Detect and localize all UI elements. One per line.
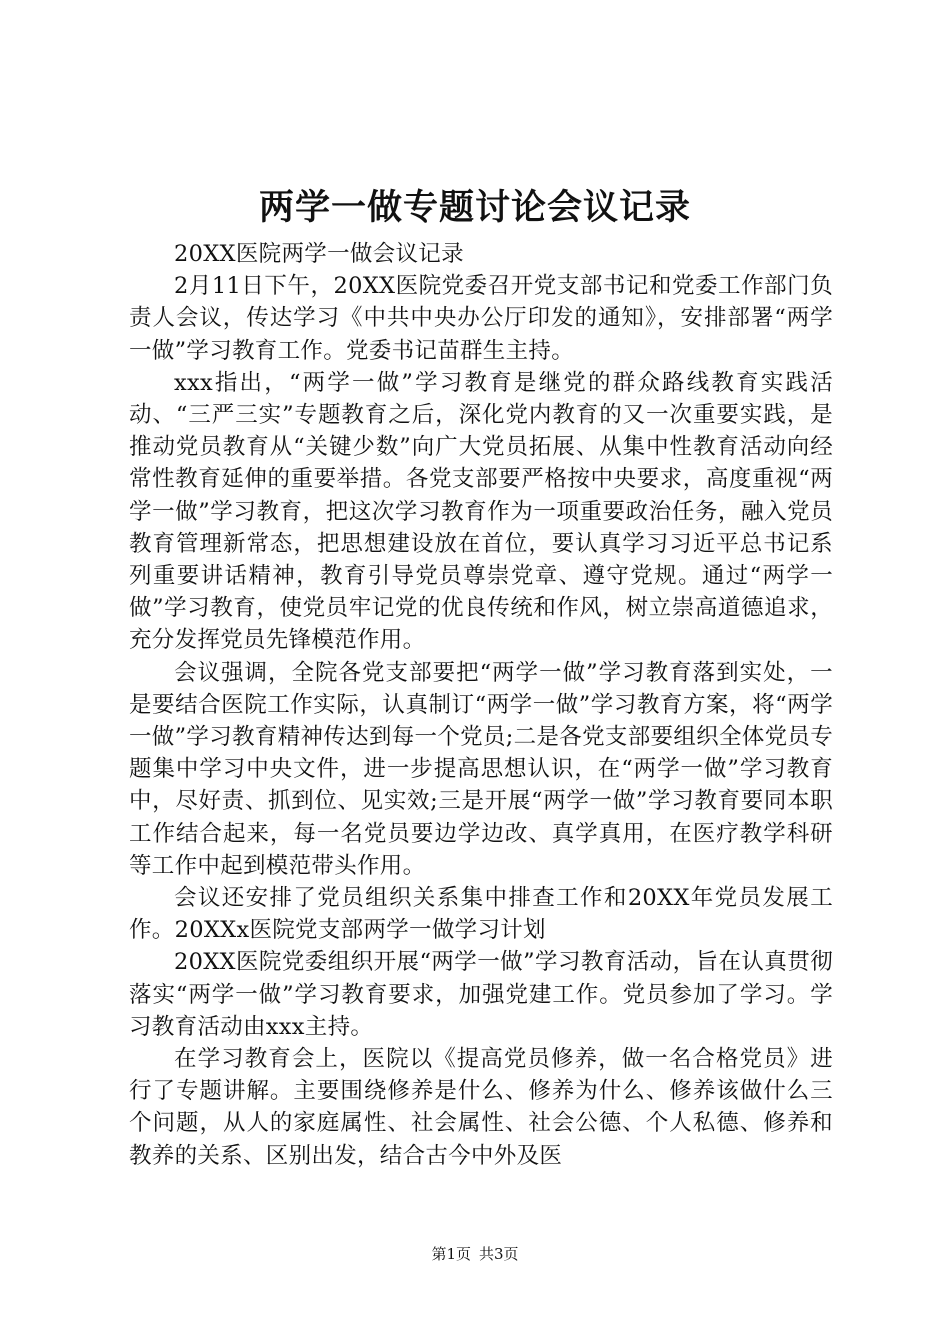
page-number: 第1页 bbox=[431, 1245, 471, 1263]
paragraph-speech: xxx指出，“两学一做”学习教育是继党的群众路线教育实践活动、“三严三实”专题教育之后，深化党内教育的又一次重要实践，是推动党员教育从“关键少数”向广大党员拓展、从集中性教育活动向经常性教育延伸的重要举措。各党支部要严格按中央要求，高度重视“两学一做”学习教育，把这次学习教育作为一项重要政治任务，融入党员教育管理新常态，把思想建设放在首位，要认真学习习近平总书记系列重要讲话精神，教育引导党员尊崇党章、遵守党规。通过“两学一做”学习教育，使党员牢记党的优良传统和作风，树立崇高道德追求，充分发挥党员先锋模范作用。 bbox=[129, 369, 833, 654]
page-footer bbox=[0, 1243, 950, 1265]
paragraph-emphasis: 会议强调，全院各党支部要把“两学一做”学习教育落到实处，一是要结合医院工作实际，认真制订“两学一做”学习教育方案，将“两学一做”学习教育精神传达到每一个党员;二是各党支部要组织全体党员专题集中学习中央文件，进一步提高思想认识，在“两学一做”学习教育中，尽好责、抓到位、见实效;三是开展“两学一做”学习教育要同本职工作结合起来，每一名党员要边学边改、真学真用，在医疗教学科研等工作中起到模范带头作用。 bbox=[129, 659, 833, 879]
document-title: 两学一做专题讨论会议记录 bbox=[258, 187, 691, 228]
document-body bbox=[129, 238, 833, 1172]
paragraph-study-activity: 20XX医院党委组织开展“两学一做”学习教育活动，旨在认真贯彻落实“两学一做”学习教育要求，加强党建工作。党员参加了学习。学习教育活动由xxx主持。 bbox=[129, 949, 833, 1040]
paragraph-subtitle: 20XX医院两学一做会议记录 bbox=[174, 241, 464, 267]
paragraph-meeting-intro: 2月11日下午，20XX医院党委召开党支部书记和党委工作部门负责人会议，传达学习《中共中央办公厅印发的通知》，安排部署“两学一做”学习教育工作。党委书记苗群生主持。 bbox=[129, 273, 833, 364]
page-total: 共3页 bbox=[479, 1245, 519, 1263]
paragraph-lecture: 在学习教育会上，医院以《提高党员修养，做一名合格党员》进行了专题讲解。主要围绕修养是什么、修养为什么、修养该做什么三个问题，从人的家庭属性、社会属性、社会公德、个人私德、修养和教养的关系、区别出发，结合古今中外及医 bbox=[129, 1046, 833, 1169]
paragraph-arrangement: 会议还安排了党员组织关系集中排查工作和20XX年党员发展工作。20XXx医院党支部两学一做学习计划 bbox=[129, 885, 833, 944]
